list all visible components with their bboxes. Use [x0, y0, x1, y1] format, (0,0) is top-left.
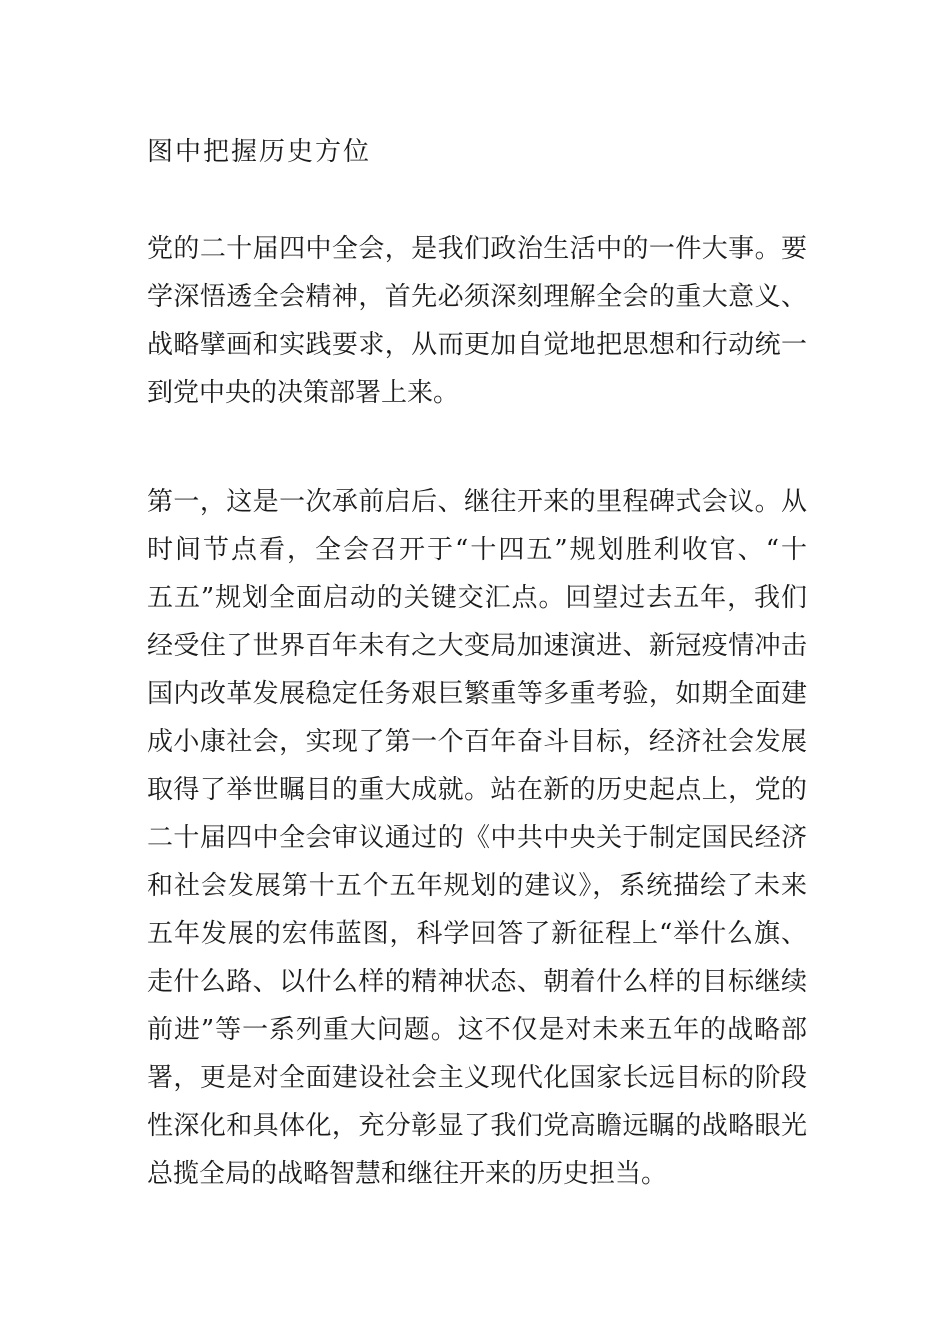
paragraph-line: 五年发展的宏伟蓝图，科学回答了新征程上“举什么旗、 — [147, 919, 807, 949]
paragraph-line: 总揽全局的战略智慧和继往开来的历史担当。 — [147, 1159, 668, 1189]
paragraph-intro — [147, 225, 807, 417]
paragraph-line: 国内改革发展稳定任务艰巨繁重等多重考验，如期全面建 — [147, 679, 807, 709]
paragraph-line: 第一，这是一次承前启后、继往开来的里程碑式会议。从 — [147, 487, 807, 517]
paragraph-line: 性深化和具体化，充分彰显了我们党高瞻远瞩的战略眼光 — [147, 1111, 807, 1141]
paragraph-line: 五五”规划全面启动的关键交汇点。回望过去五年，我们 — [147, 583, 807, 613]
paragraph-line: 党的二十届四中全会，是我们政治生活中的一件大事。要 — [147, 234, 807, 264]
paragraph-line: 二十届四中全会审议通过的《中共中央关于制定国民经济 — [147, 823, 807, 853]
paragraph-line: 时间节点看，全会召开于“十四五”规划胜利收官、“十 — [147, 535, 807, 565]
paragraph-first-point — [147, 478, 807, 1198]
paragraph-line: 取得了举世瞩目的重大成就。站在新的历史起点上，党的 — [147, 775, 807, 805]
paragraph-line: 成小康社会，实现了第一个百年奋斗目标，经济社会发展 — [147, 727, 807, 757]
document-title: 图中把握历史方位 — [147, 137, 372, 167]
paragraph-line: 和社会发展第十五个五年规划的建议》，系统描绘了未来 — [147, 871, 807, 901]
paragraph-line: 学深悟透全会精神，首先必须深刻理解全会的重大意义、 — [147, 282, 807, 312]
paragraph-line: 战略擘画和实践要求，从而更加自觉地把思想和行动统一 — [147, 330, 807, 360]
paragraph-line: 到党中央的决策部署上来。 — [147, 378, 460, 408]
paragraph-line: 署，更是对全面建设社会主义现代化国家长远目标的阶段 — [147, 1063, 807, 1093]
paragraph-line: 前进”等一系列重大问题。这不仅是对未来五年的战略部 — [147, 1015, 807, 1045]
paragraph-line: 经受住了世界百年未有之大变局加速演进、新冠疫情冲击 — [147, 631, 807, 661]
paragraph-line: 走什么路、以什么样的精神状态、朝着什么样的目标继续 — [147, 967, 807, 997]
